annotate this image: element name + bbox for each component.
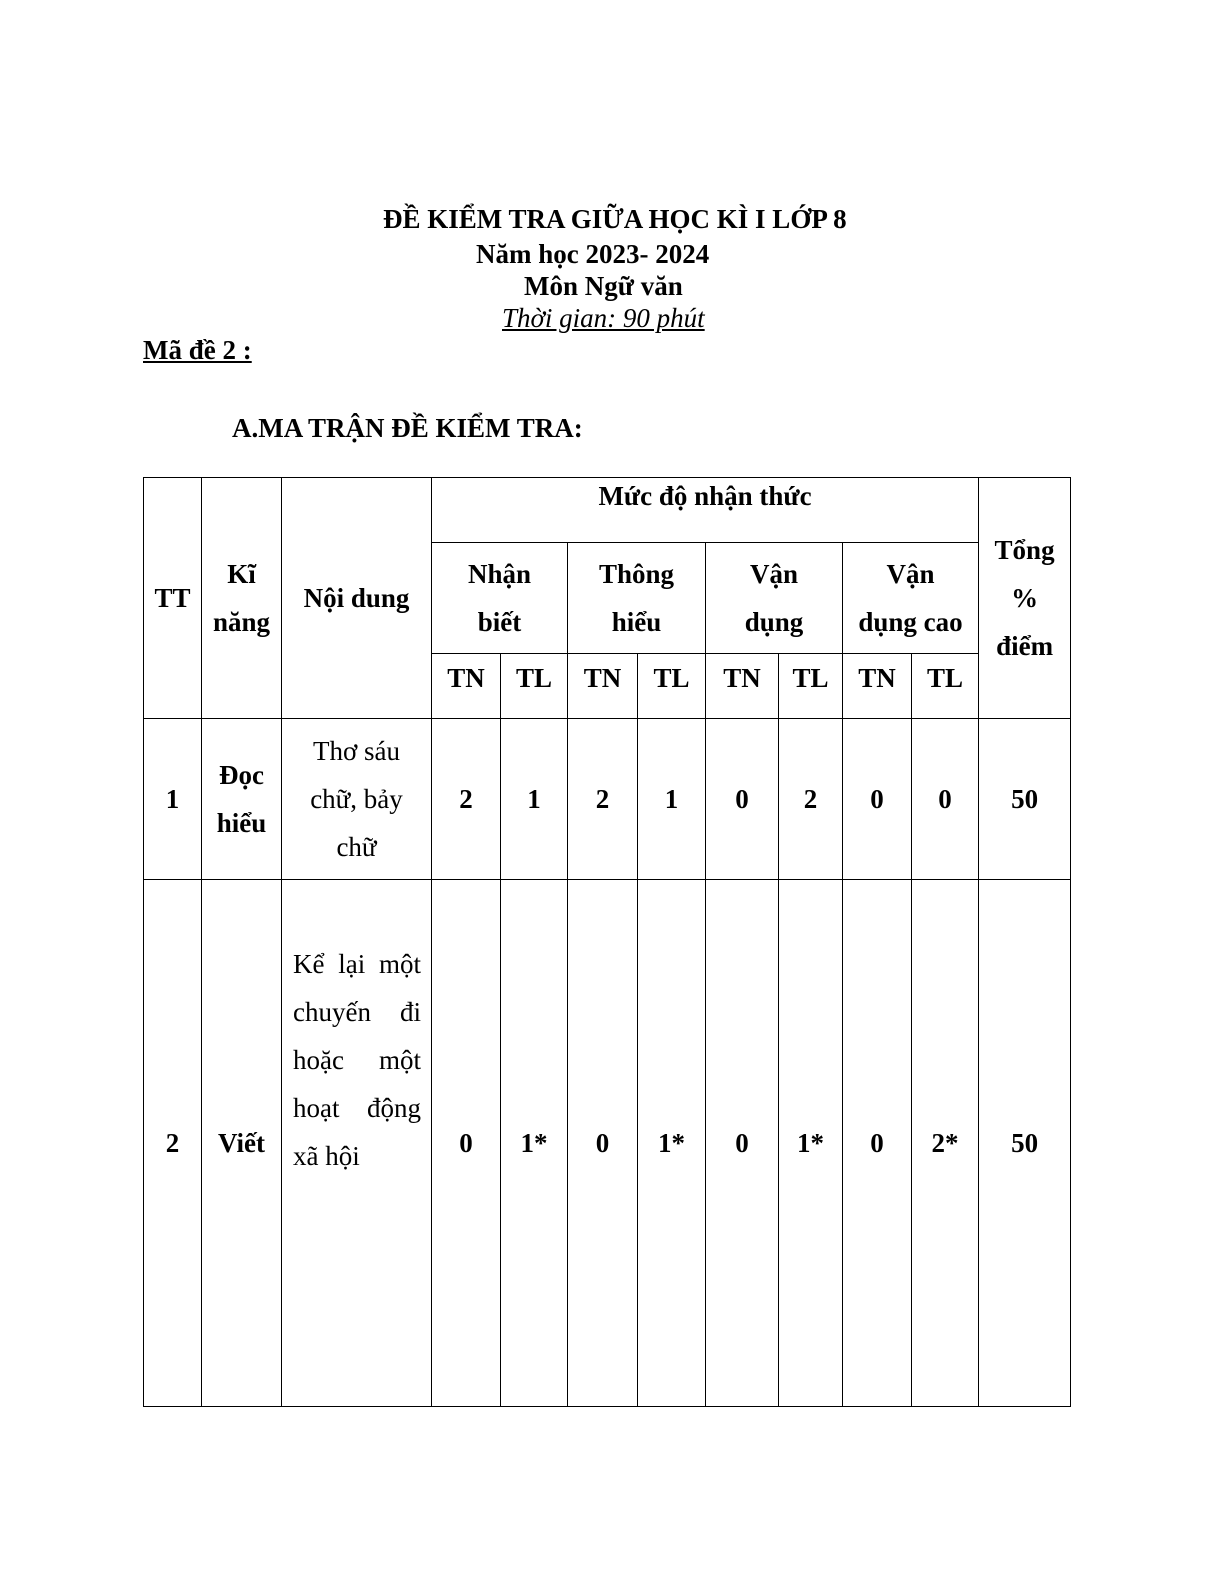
row-value: 1*	[638, 880, 706, 1407]
header-ki-nang: Kĩ năng	[202, 478, 282, 719]
row-value: 2*	[912, 880, 979, 1407]
row-value: 0	[912, 719, 979, 880]
header-sub-tl: TL	[501, 654, 568, 719]
subject: Môn Ngữ văn	[524, 271, 683, 301]
header-sub-tl: TL	[912, 654, 979, 719]
exam-title: ĐỀ KIỂM TRA GIỮA HỌC KÌ I LỚP 8	[383, 204, 847, 234]
header-thong-hieu: Thông hiểu	[568, 543, 706, 654]
row-value: 0	[432, 880, 501, 1407]
exam-matrix-table	[143, 477, 1071, 1407]
header-sub-tn: TN	[432, 654, 501, 719]
table-row	[144, 719, 1071, 880]
header-noi-dung: Nội dung	[282, 478, 432, 719]
row-value: 0	[843, 880, 912, 1407]
row-value: 0	[568, 880, 638, 1407]
row-value: 0	[706, 719, 779, 880]
duration: Thời gian: 90 phút	[502, 303, 705, 333]
row-value: 0	[843, 719, 912, 880]
row-value: 2	[568, 719, 638, 880]
header-sub-tn: TN	[568, 654, 638, 719]
row-value: 1*	[779, 880, 843, 1407]
school-year: Năm học 2023- 2024	[476, 239, 710, 269]
header-tt: TT	[144, 478, 202, 719]
row-noi-dung: Thơ sáu chữ, bảy chữ	[282, 719, 432, 880]
table-row	[144, 880, 1071, 1407]
header-sub-tn: TN	[706, 654, 779, 719]
header-van-dung: Vận dụng	[706, 543, 843, 654]
row-value: 1	[501, 719, 568, 880]
header-tong: Tổng % điểm	[979, 478, 1071, 719]
exam-code: Mã đề 2 :	[143, 335, 252, 365]
header-row-1	[144, 478, 1071, 543]
header-nhan-biet: Nhận biết	[432, 543, 568, 654]
row-ki-nang: Đọc hiểu	[202, 719, 282, 880]
header-van-dung-cao: Vận dụng cao	[843, 543, 979, 654]
row-value: 1*	[501, 880, 568, 1407]
row-value: 0	[706, 880, 779, 1407]
section-title: A.MA TRẬN ĐỀ KIỂM TRA:	[232, 413, 583, 443]
row-tt: 2	[144, 880, 202, 1407]
header-sub-tl: TL	[779, 654, 843, 719]
row-value: 2	[779, 719, 843, 880]
header-sub-tn: TN	[843, 654, 912, 719]
row-tt: 1	[144, 719, 202, 880]
row-value: 1	[638, 719, 706, 880]
row-tong: 50	[979, 719, 1071, 880]
row-noi-dung: Kể lại một chuyến đi hoặc một hoạt động xã hội	[282, 880, 432, 1407]
row-ki-nang: Viết	[202, 880, 282, 1407]
header-sub-tl: TL	[638, 654, 706, 719]
row-value: 2	[432, 719, 501, 880]
header-muc-do: Mức độ nhận thức	[432, 478, 979, 543]
row-tong: 50	[979, 880, 1071, 1407]
